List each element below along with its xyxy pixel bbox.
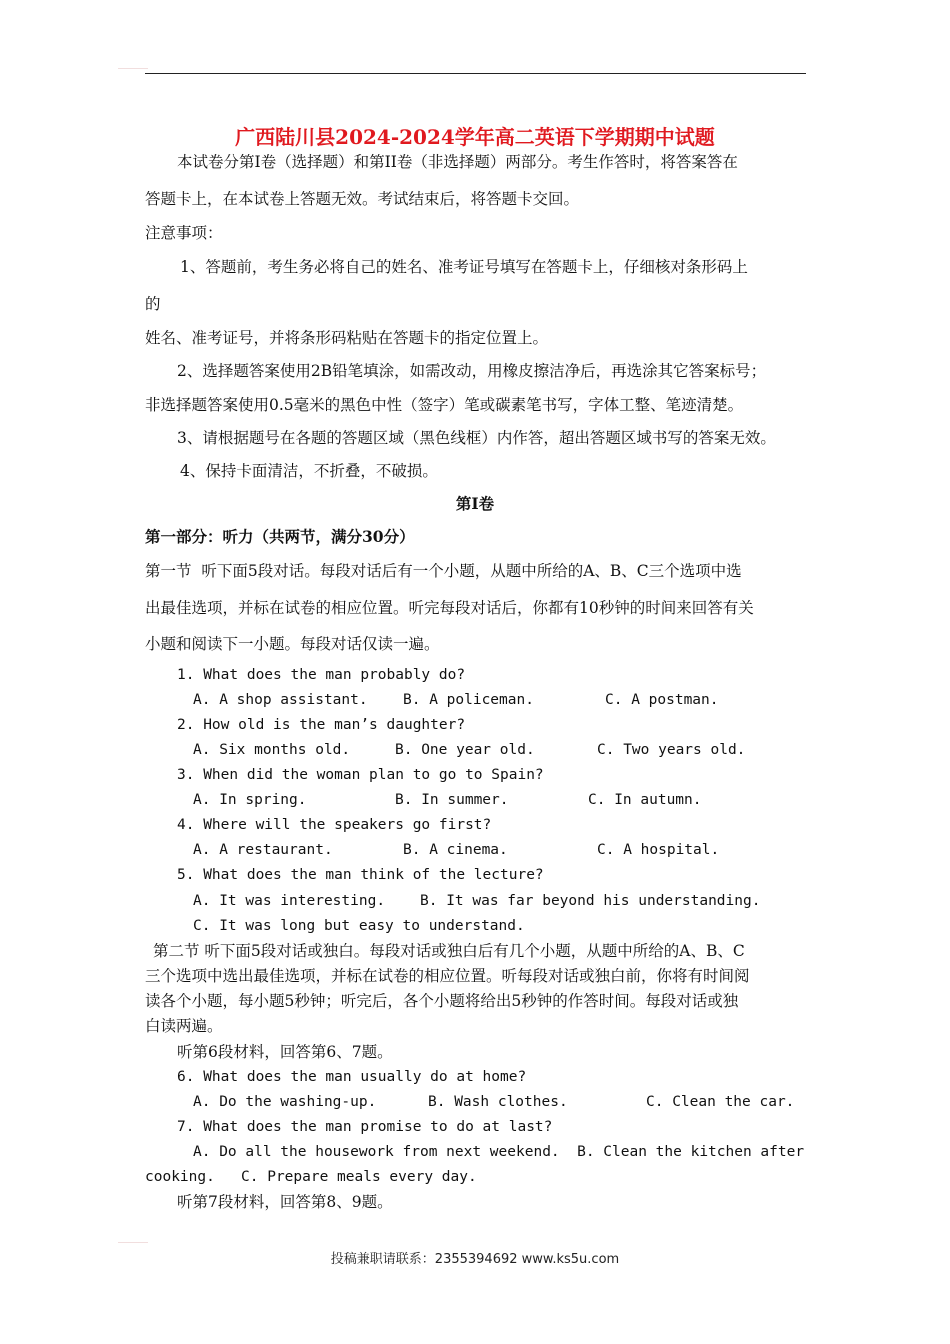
question-2-stem: 2. How old is the man’s daughter?	[177, 717, 466, 733]
notice-2-line-2: 非选择题答案使用0.5毫米的黑色中性（签字）笔或碳素笔书写，字体工整、笔迹清楚。	[145, 396, 744, 414]
document-title: 广西陆川县2024-2024学年高二英语下学期期中试题	[235, 125, 715, 149]
passage-6-heading: 听第6段材料，回答第6、7题。	[177, 1043, 393, 1061]
question-6-option-b: B. Wash clothes.	[428, 1094, 568, 1110]
question-5-option-c: C. It was long but easy to understand.	[193, 918, 525, 934]
question-6-option-a: A. Do the washing-up.	[193, 1094, 377, 1110]
question-2-option-c: C. Two years old.	[597, 742, 746, 758]
section1-line-2: 出最佳选项，并标在试卷的相应位置。听完每段对话后，你都有10秒钟的时间来回答有关	[145, 599, 754, 617]
question-6-stem: 6. What does the man usually do at home?	[177, 1069, 527, 1085]
notice-1-line-3: 姓名、准考证号，并将条形码粘贴在答题卡的指定位置上。	[145, 329, 549, 347]
volume-heading: 第I卷	[455, 494, 495, 513]
page-corner-mark-bottom	[118, 1242, 148, 1247]
question-4-option-c: C. A hospital.	[597, 842, 720, 858]
question-1-option-a: A. A shop assistant.	[193, 692, 368, 708]
header-rule	[145, 73, 806, 74]
question-6-option-c: C. Clean the car.	[646, 1094, 795, 1110]
section1-line-3: 小题和阅读下一小题。每段对话仅读一遍。	[145, 635, 440, 653]
question-4-option-b: B. A cinema.	[403, 842, 508, 858]
notice-3: 3、请根据题号在各题的答题区域（黑色线框）内作答，超出答题区域书写的答案无效。	[177, 429, 776, 447]
question-5-option-b: B. It was far beyond his understanding.	[420, 893, 761, 909]
section2-line-1: 第二节 听下面5段对话或独白。每段对话或独白后有几个小题，从题中所给的A、B、C	[153, 942, 745, 960]
question-1-option-c: C. A postman.	[605, 692, 719, 708]
question-3-stem: 3. When did the woman plan to go to Spain?	[177, 767, 544, 783]
notice-2-line-1: 2、选择题答案使用2B铅笔填涂，如需改动，用橡皮擦洁净后，再选涂其它答案标号；	[177, 362, 767, 380]
question-3-option-c: C. In autumn.	[588, 792, 702, 808]
question-3-option-b: B. In summer.	[395, 792, 509, 808]
question-5-stem: 5. What does the man think of the lecture?	[177, 867, 544, 883]
notice-heading: 注意事项：	[145, 224, 223, 242]
section2-line-2: 三个选项中选出最佳选项，并标在试卷的相应位置。听每段对话或独白前，你将有时间阅	[145, 967, 750, 985]
question-2-option-a: A. Six months old.	[193, 742, 351, 758]
question-7-stem: 7. What does the man promise to do at last?	[177, 1119, 553, 1135]
question-2-option-b: B. One year old.	[395, 742, 535, 758]
section2-line-4: 白读两遍。	[145, 1017, 223, 1035]
page-corner-mark	[118, 68, 148, 73]
footer-contact: 投稿兼职请联系：2355394692 www.ks5u.com	[330, 1252, 620, 1267]
section1-line-1: 第一节 听下面5段对话。每段对话后有一个小题，从题中所给的A、B、C三个选项中选	[145, 562, 742, 580]
question-7-options-line-1: A. Do all the housework from next weekend. B. Clean the kitchen after	[193, 1144, 805, 1160]
intro-line-2: 答题卡上，在本试卷上答题无效。考试结束后，将答题卡交回。	[145, 190, 580, 208]
notice-1-line-2: 的	[145, 295, 161, 313]
question-1-option-b: B. A policeman.	[403, 692, 534, 708]
passage-7-heading: 听第7段材料，回答第8、9题。	[177, 1193, 393, 1211]
question-1-stem: 1. What does the man probably do?	[177, 667, 466, 683]
part1-heading: 第一部分：听力（共两节，满分30分）	[145, 527, 415, 546]
section2-line-3: 读各个小题，每小题5秒钟；听完后，各个小题将给出5秒钟的作答时间。每段对话或独	[145, 992, 739, 1010]
question-4-stem: 4. Where will the speakers go first?	[177, 817, 492, 833]
question-4-option-a: A. A restaurant.	[193, 842, 333, 858]
question-3-option-a: A. In spring.	[193, 792, 307, 808]
notice-4: 4、保持卡面清洁，不折叠，不破损。	[180, 462, 438, 480]
notice-1-line-1: 1、答题前，考生务必将自己的姓名、准考证号填写在答题卡上，仔细核对条形码上	[180, 258, 748, 276]
intro-line-1: 本试卷分第I卷（选择题）和第II卷（非选择题）两部分。考生作答时，将答案答在	[177, 153, 738, 171]
question-5-option-a: A. It was interesting.	[193, 893, 386, 909]
question-7-options-line-2: cooking. C. Prepare meals every day.	[145, 1169, 477, 1185]
